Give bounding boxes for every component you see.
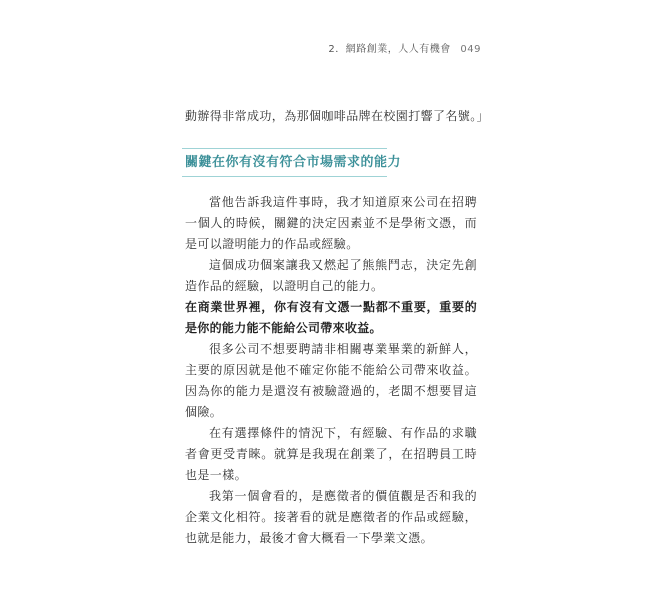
section-top-rule	[182, 148, 387, 149]
chapter-title: 2．網路創業，人人有機會	[328, 44, 451, 55]
carryover-paragraph: 動辦得非常成功，為那個咖啡品牌在校園打響了名號。」	[185, 109, 490, 123]
paragraph: 這個成功個案讓我又燃起了熊熊鬥志，決定先創造作品的經驗，以證明自己的能力。	[185, 258, 477, 293]
section-heading: 關鍵在你有沒有符合市場需求的能力	[185, 155, 402, 170]
paragraph: 很多公司不想要聘請非相關專業畢業的新鮮人，主要的原因就是他不確定你能不能給公司帶來收益。因為你的能力是還沒有被驗證過的，老闆不想要冒這個險。	[185, 342, 477, 419]
paragraph: 我第一個會看的，是應徵者的價值觀是否和我的企業文化相符。接著看的就是應徵者的作品或經驗，也就是能力，最後才會大概看一下學業文憑。	[185, 489, 477, 545]
key-point-paragraph: 在商業世界裡，你有沒有文憑一點都不重要，重要的是你的能力能不能給公司帶來收益。	[185, 300, 477, 335]
page-number: 049	[460, 44, 481, 55]
section-bottom-rule	[182, 176, 387, 177]
paragraph: 在有選擇條件的情況下，有經驗、有作品的求職者會更受青睞。就算是我現在創業了，在招聘員工時也是一樣。	[185, 426, 477, 482]
running-header	[328, 40, 481, 55]
paragraph: 當他告訴我這件事時，我才知道原來公司在招聘一個人的時候，關鍵的決定因素並不是學術文憑，而是可以證明能力的作品或經驗。	[185, 195, 477, 251]
body-text	[185, 192, 477, 549]
